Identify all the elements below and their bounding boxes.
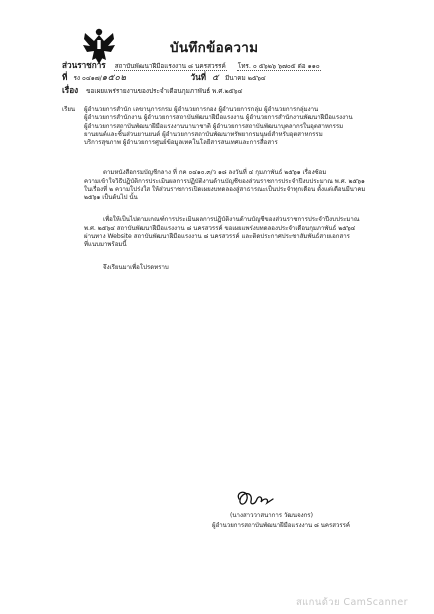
reference-number: ๑๕๐๒ [101, 73, 127, 83]
recipient-line: ยานยนต์และชิ้นส่วนยานยนต์ ผู้อำนวยการสถาบันพัฒนาทรัพยากรมนุษย์สำหรับอุตสาหกรรม [84, 130, 323, 138]
paragraph-2-first-line [103, 216, 359, 224]
paragraph-line: ผ่านทาง Website สถาบันพัฒนาฝีมือแรงงาน ๘ นครสวรรค์ และติดประกาศประชาสัมพันธ์สายเอกสาร [84, 232, 350, 240]
agency-label: ส่วนราชการ [62, 60, 106, 70]
reference-label: ที่ [62, 72, 68, 82]
subject-value: ขอเผยแพร่รายงานของประจำเดือนกุมภาพันธ์ พ.ศ.๒๕๖๔ [86, 87, 243, 95]
paragraph-1-first-line [103, 169, 326, 177]
salutation-label: เรียน [62, 106, 76, 113]
paragraph-line: ตามหนังสือกรมบัญชีกลาง ที่ กค ๐๔๑๐.๓/ว ๑๘ ลงวันที่ ๔ กุมภาพันธ์ ๒๕๖๑ เรื่องซ้อม [103, 169, 327, 176]
recipient-line: ผู้อำนวยการสถาบันพัฒนาฝีมือแรงงานนานาชาติ ผู้อำนวยการสถาบันพัฒนาบุคลากรในอุตสาหกรรม [84, 122, 344, 130]
date-month-year: มีนาคม ๒๕๖๔ [225, 74, 266, 82]
paragraph-1-body [84, 178, 365, 203]
reference-value: รง ๐๔๑๗/ [73, 74, 102, 82]
paragraph-line: ความเข้าใจวิธีปฏิบัติการประเมินผลการปฏิบัติงานด้านบัญชีของส่วนราชการประจำปีงบประมาณ พ.ศ. ๒๕๖๑ [84, 177, 365, 185]
agency-phone: โทร. ๐ ๕๖๒๖ ๖๗๐๕ ต่อ ๑๑๐ [237, 62, 320, 70]
camscanner-watermark: สแกนด้วย CamScanner [295, 597, 408, 608]
agency-row [62, 61, 321, 71]
paragraph-2-body [84, 225, 355, 250]
memo-title: บันทึกข้อความ [170, 40, 259, 56]
paragraph-line: ในเรื่องที่ ๒ ความโปร่งใส ให้ส่วนราชการเปิดเผยงบทดลองสู่สาธารณะเป็นประจำทุกเดือน ตั้งแต่เดือนมีนาคม [84, 185, 366, 193]
handwritten-signature [233, 487, 279, 509]
paragraph-line: ๒๕๖๑ เป็นต้นไป นั้น [84, 194, 138, 202]
paragraph-line: ที่แนบมาพร้อมนี้ [84, 241, 127, 249]
subject-label: เรื่อง [62, 85, 79, 95]
closing-line: จึงเรียนมาเพื่อโปรดทราบ [103, 264, 169, 271]
reference-row [62, 73, 266, 82]
subject-row [62, 86, 242, 95]
recipient-line: ผู้อำนวยการสำนัก เลขานุการกรม ผู้อำนวยการกอง ผู้อำนวยการกลุ่ม ผู้อำนวยการกลุ่มงาน [84, 106, 319, 113]
paragraph-line: พ.ศ. ๒๕๖๔ สถาบันพัฒนาฝีมือแรงงาน ๘ นครสวรรค์ ขอเผยแพร่งบทดลองประจำเดือนกุมภาพันธ์ ๒๕๖๔ [84, 224, 356, 232]
salutation-recipients [84, 106, 353, 147]
signatory-name: (นางสาววาสนาการ วัฒนจงกร) [230, 512, 313, 519]
paragraph-line: เพื่อให้เป็นไปตามเกณฑ์การประเมินผลการปฏิบัติงานด้านบัญชีของส่วนราชการประจำปีงบประมาณ [103, 216, 360, 223]
date-label: วันที่ [190, 72, 207, 82]
date-day: ๕ [212, 73, 220, 83]
agency-value: สถาบันพัฒนาฝีมือแรงงาน ๘ นครสวรรค์ [114, 62, 226, 70]
signatory-position: ผู้อำนวยการสถาบันพัฒนาฝีมือแรงงาน ๘ นครสวรรค์ [212, 522, 351, 529]
recipient-line: บริการสุขภาพ ผู้อำนวยการศูนย์ข้อมูลเทคโนโลยีสารสนเทศและการสื่อสาร [84, 139, 278, 147]
recipient-line: ผู้อำนวยการสำนักงาน ผู้อำนวยการสถาบันพัฒนาฝีมือแรงงาน ผู้อำนวยการสำนักงานพัฒนาฝีมือแรงงาน [84, 114, 353, 122]
